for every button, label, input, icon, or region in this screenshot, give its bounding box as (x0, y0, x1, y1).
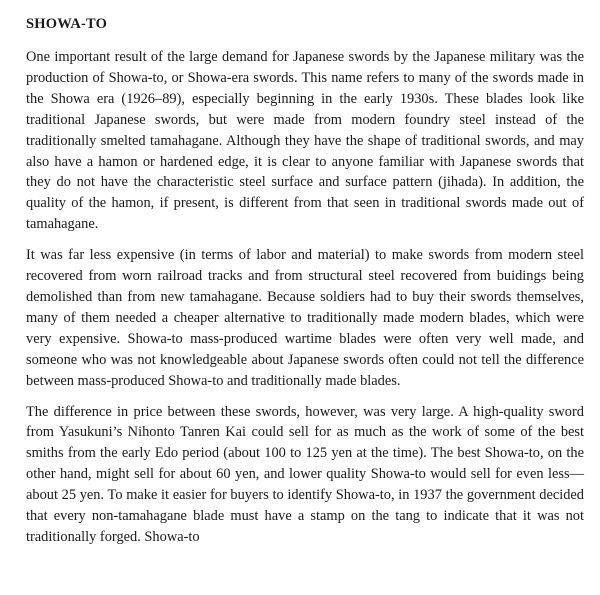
paragraph-2: It was far less expensive (in terms of labor and material) to make swords from modern steel recovered from worn railroad tracks and from structural steel recovered from buidings being demolished than from new tamahagane. Because soldiers had to buy their swords themselves, many of them needed a cheaper alternative to traditionally made modern blades, which were very expensive. Showa-to mass-produced wartime blades were often very well made, and someone who was not knowledgeable about Japanese swords often could not tell the difference between mass-produced Showa-to and traditionally made blades. (26, 247, 584, 389)
section-heading: SHOWA-TO (26, 16, 108, 32)
paragraph-3: The difference in price between these swords, however, was very large. A high-quality sword from Yasukuni’s Nihonto Tanren Kai could sell for as much as the work of some of the best smiths from the early Edo period (about 100 to 125 yen at the time). The best Showa-to, on the other hand, might sell for about 60 yen, and lower quality Showa-to would sell for even less—about 25 yen. To make it easier for buyers to identify Showa-to, in 1937 the government decided that every non-tamahagane blade must have a stamp on the tang to indicate that it was not traditionally forged. Showa-to (26, 403, 584, 545)
paragraph-1: One important result of the large demand for Japanese swords by the Japanese military was the production of Showa-to, or Showa-era swords. This name refers to many of the swords made in the Showa era (1926–89), especially beginning in the early 1930s. These blades look like traditional Japanese swords, but were made from modern foundry steel instead of the traditionally smelted tamahagane. Although they have the shape of traditional swords, and may also have a hamon or hardened edge, it is clear to anyone familiar with Japanese swords that they do not have the characteristic steel surface and surface pattern (jihada). In addition, the quality of the hamon, if present, is different from that seen in traditional swords made out of tamahagane. (26, 49, 584, 233)
document-page (26, 0, 584, 548)
